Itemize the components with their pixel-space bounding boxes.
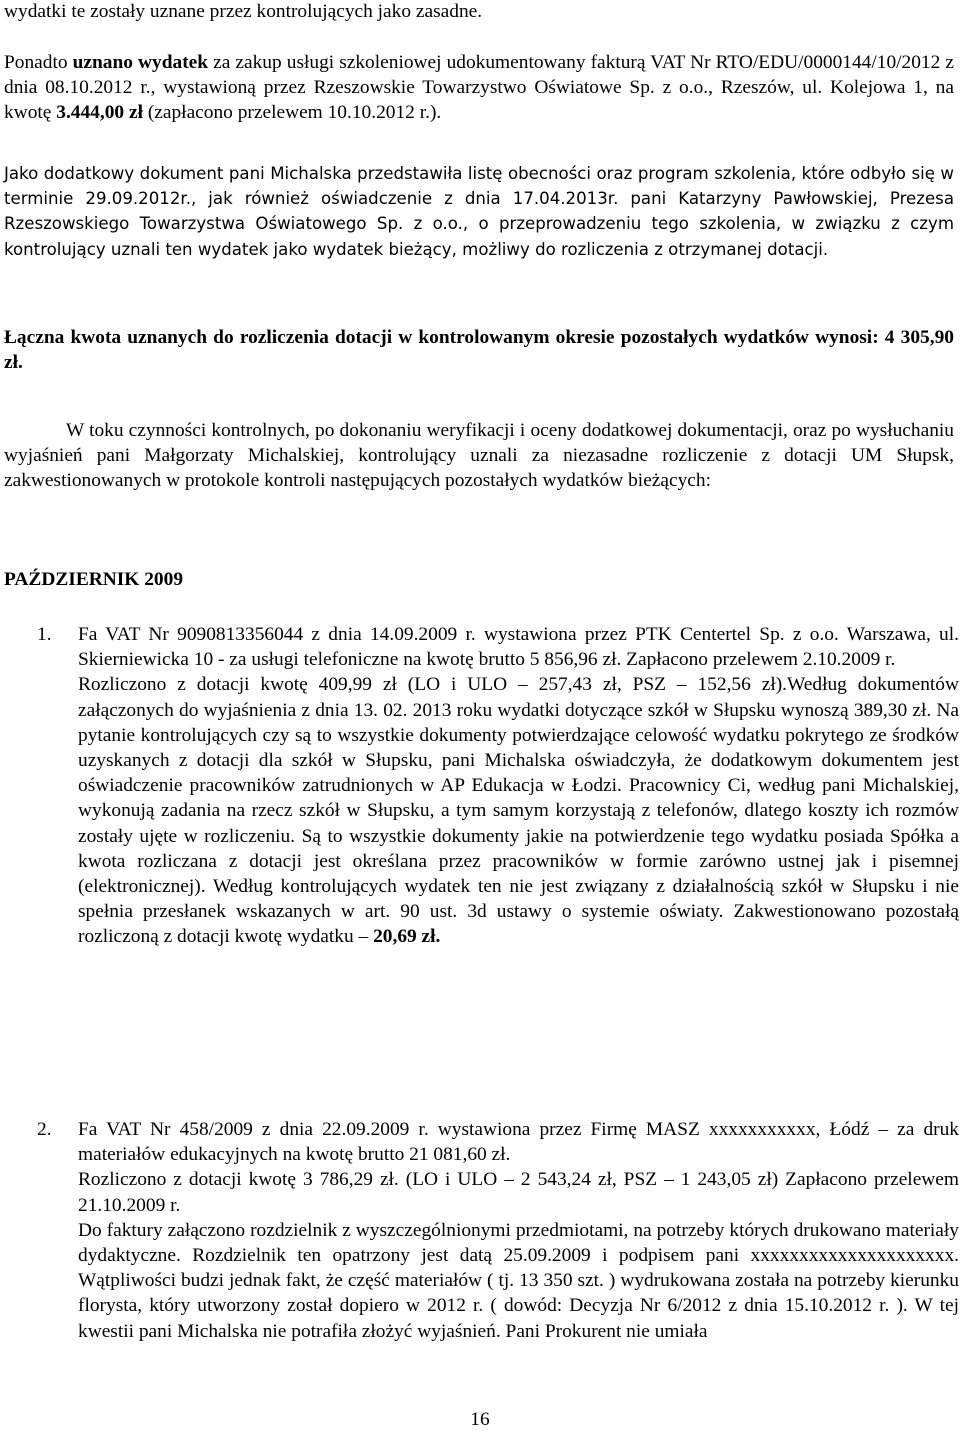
summary-total-amount: Łączna kwota uznanych do rozliczenia dotacji w kontrolowanym okresie pozostałych wydatków wynosi: 4 305,90 zł. [4, 327, 954, 374]
disputed-amount: 20,69 zł. [373, 926, 441, 948]
paragraph-2-bold-d: 3.444,00 zł [56, 102, 143, 124]
page-number: 16 [470, 1409, 490, 1430]
paragraph-2-text-e: (zapłacono przelewem 10.10.2012 r.). [142, 102, 442, 124]
list-item-body [78, 622, 959, 950]
list-item-paragraph: Do faktury załączono rozdzielnik z wyszczególnionymi przedmiotami, na potrzeby których drukowano materiały dydaktyczne. Rozdzielnik ten opatrzony jest datą 25.09.2009 i podpisem pani xxxxxxxxxxxxxxxxxxxxx. Wątpliwości budzi jednak fakt, że część materiałów ( tj. 13 350 szt. ) wydrukowana została na potrzeby kierunku florysta, który utworzony został dopiero w 2012 r. ( dowód: Decyzja Nr 6/2012 z dnia 15.10.2012 r. ). W tej kwestii pani Michalska nie potrafiła złożyć wyjaśnień. Pani Prokurent nie umiała [78, 1219, 959, 1342]
paragraph-2-text-a: Ponadto [4, 52, 73, 73]
paragraph-invoice-accepted [4, 50, 954, 126]
list-item-body [78, 1117, 959, 1344]
paragraph-2-bold-b: uznano wydatek [72, 52, 209, 73]
list-item-number: 2. [37, 1119, 52, 1140]
list-item-number: 1. [37, 624, 52, 645]
section-heading-october-2009: PAŹDZIERNIK 2009 [4, 569, 184, 590]
paragraph-2-text-c: za zakup usługi szkoleniowej udokumentowany fakturą VAT Nr RTO/EDU/0000144/10/2012 z dnia 08.10.2012 r., wystawioną przez Rzeszowskie Towarzystwo Oświatowe Sp. z o.o., Rzeszów, ul. Kolejowa 1, na kwotę [4, 52, 954, 124]
intro-line: wydatki te zostały uznane przez kontrolujących jako zasadne. [4, 1, 483, 22]
list-item-paragraph: Fa VAT Nr 9090813356044 z dnia 14.09.2009 r. wystawiona przez PTK Centertel Sp. z o.o. Warszawa, ul. Skierniewicka 10 - za usługi telefoniczne na kwotę brutto 5 856,96 zł. Zapłacono przelewem 2.10.2009 r. [78, 624, 959, 671]
list-item-paragraph [78, 672, 959, 949]
list-item-paragraph-text: Rozliczono z dotacji kwotę 409,99 zł (LO i ULO – 257,43 zł, PSZ – 152,56 zł).Według dokumentów załączonych do wyjaśnienia z dnia 13. 02. 2013 roku wydatki dotyczące szkół w Słupsku wynoszą 389,30 zł. Na pytanie kontrolujących czy są to wszystkie dokumenty potwierdzające celowość wydatku pokrytego ze środków uzyskanych z dotacji dla szkół w Słupsku, pani Michalska oświadczyła, że dodatkowym dokumentem jest oświadczenie pracowników zatrudnionych w AP Edukacja w Łodzi. Pracownicy Ci, według pani Michalskiej, wykonują zadania na rzecz szkół w Słupsku, a tym samym korzystają z telefonów, dlatego koszty ich rozmów zostały ujęte w rozliczeniu. Są to wszystkie dokumenty jakie na potwierdzenie tego wydatku posiada Spółka a kwota rozliczana z dotacji jest określana przez pracowników w formie zarówno ustnej jak i pisemnej (elektronicznej). Według kontrolujących wydatek ten nie jest związany z działalnością szkół w Słupsku i nie spełnia przesłanek wskazanych w art. 90 ust. 3d ustawy o systemie oświaty. Zakwestionowano pozostałą rozliczoną z dotacji kwotę wydatku – [78, 674, 959, 948]
list-item-paragraph: Fa VAT Nr 458/2009 z dnia 22.09.2009 r. wystawiona przez Firmę MASZ xxxxxxxxxxx, Łódź – za druk materiałów edukacyjnych na kwotę brutto 21 081,60 zł. [78, 1119, 959, 1166]
list-item-paragraph: Rozliczono z dotacji kwotę 3 786,29 zł. (LO i ULO – 2 543,24 zł, PSZ – 1 243,05 zł) Zapłacono przelewem 21.10.2009 r. [78, 1169, 959, 1216]
paragraph-verification: W toku czynności kontrolnych, po dokonaniu weryfikacji i oceny dodatkowej dokumentacji, oraz po wysłuchaniu wyjaśnień pani Małgorzaty Michalskiej, kontrolujący uznali za niezasadne rozliczenie z dotacji UM Słupsk, zakwestionowanych w protokole kontroli następujących pozostałych wydatków bieżących: [4, 420, 954, 492]
paragraph-additional-document: Jako dodatkowy dokument pani Michalska przedstawiła listę obecności oraz program szkolenia, które odbyło się w terminie 29.09.2012r., jak również oświadczenie z dnia 17.04.2013r. pani Katarzyny Pawłowskiej, Prezesa Rzeszowskiego Towarzystwa Oświatowego Sp. z o.o., o przeprowadzeniu tego szkolenia, w związku z czym kontrolujący uznali ten wydatek jako wydatek bieżący, możliwy do rozliczenia z otrzymanej dotacji. [4, 164, 954, 259]
